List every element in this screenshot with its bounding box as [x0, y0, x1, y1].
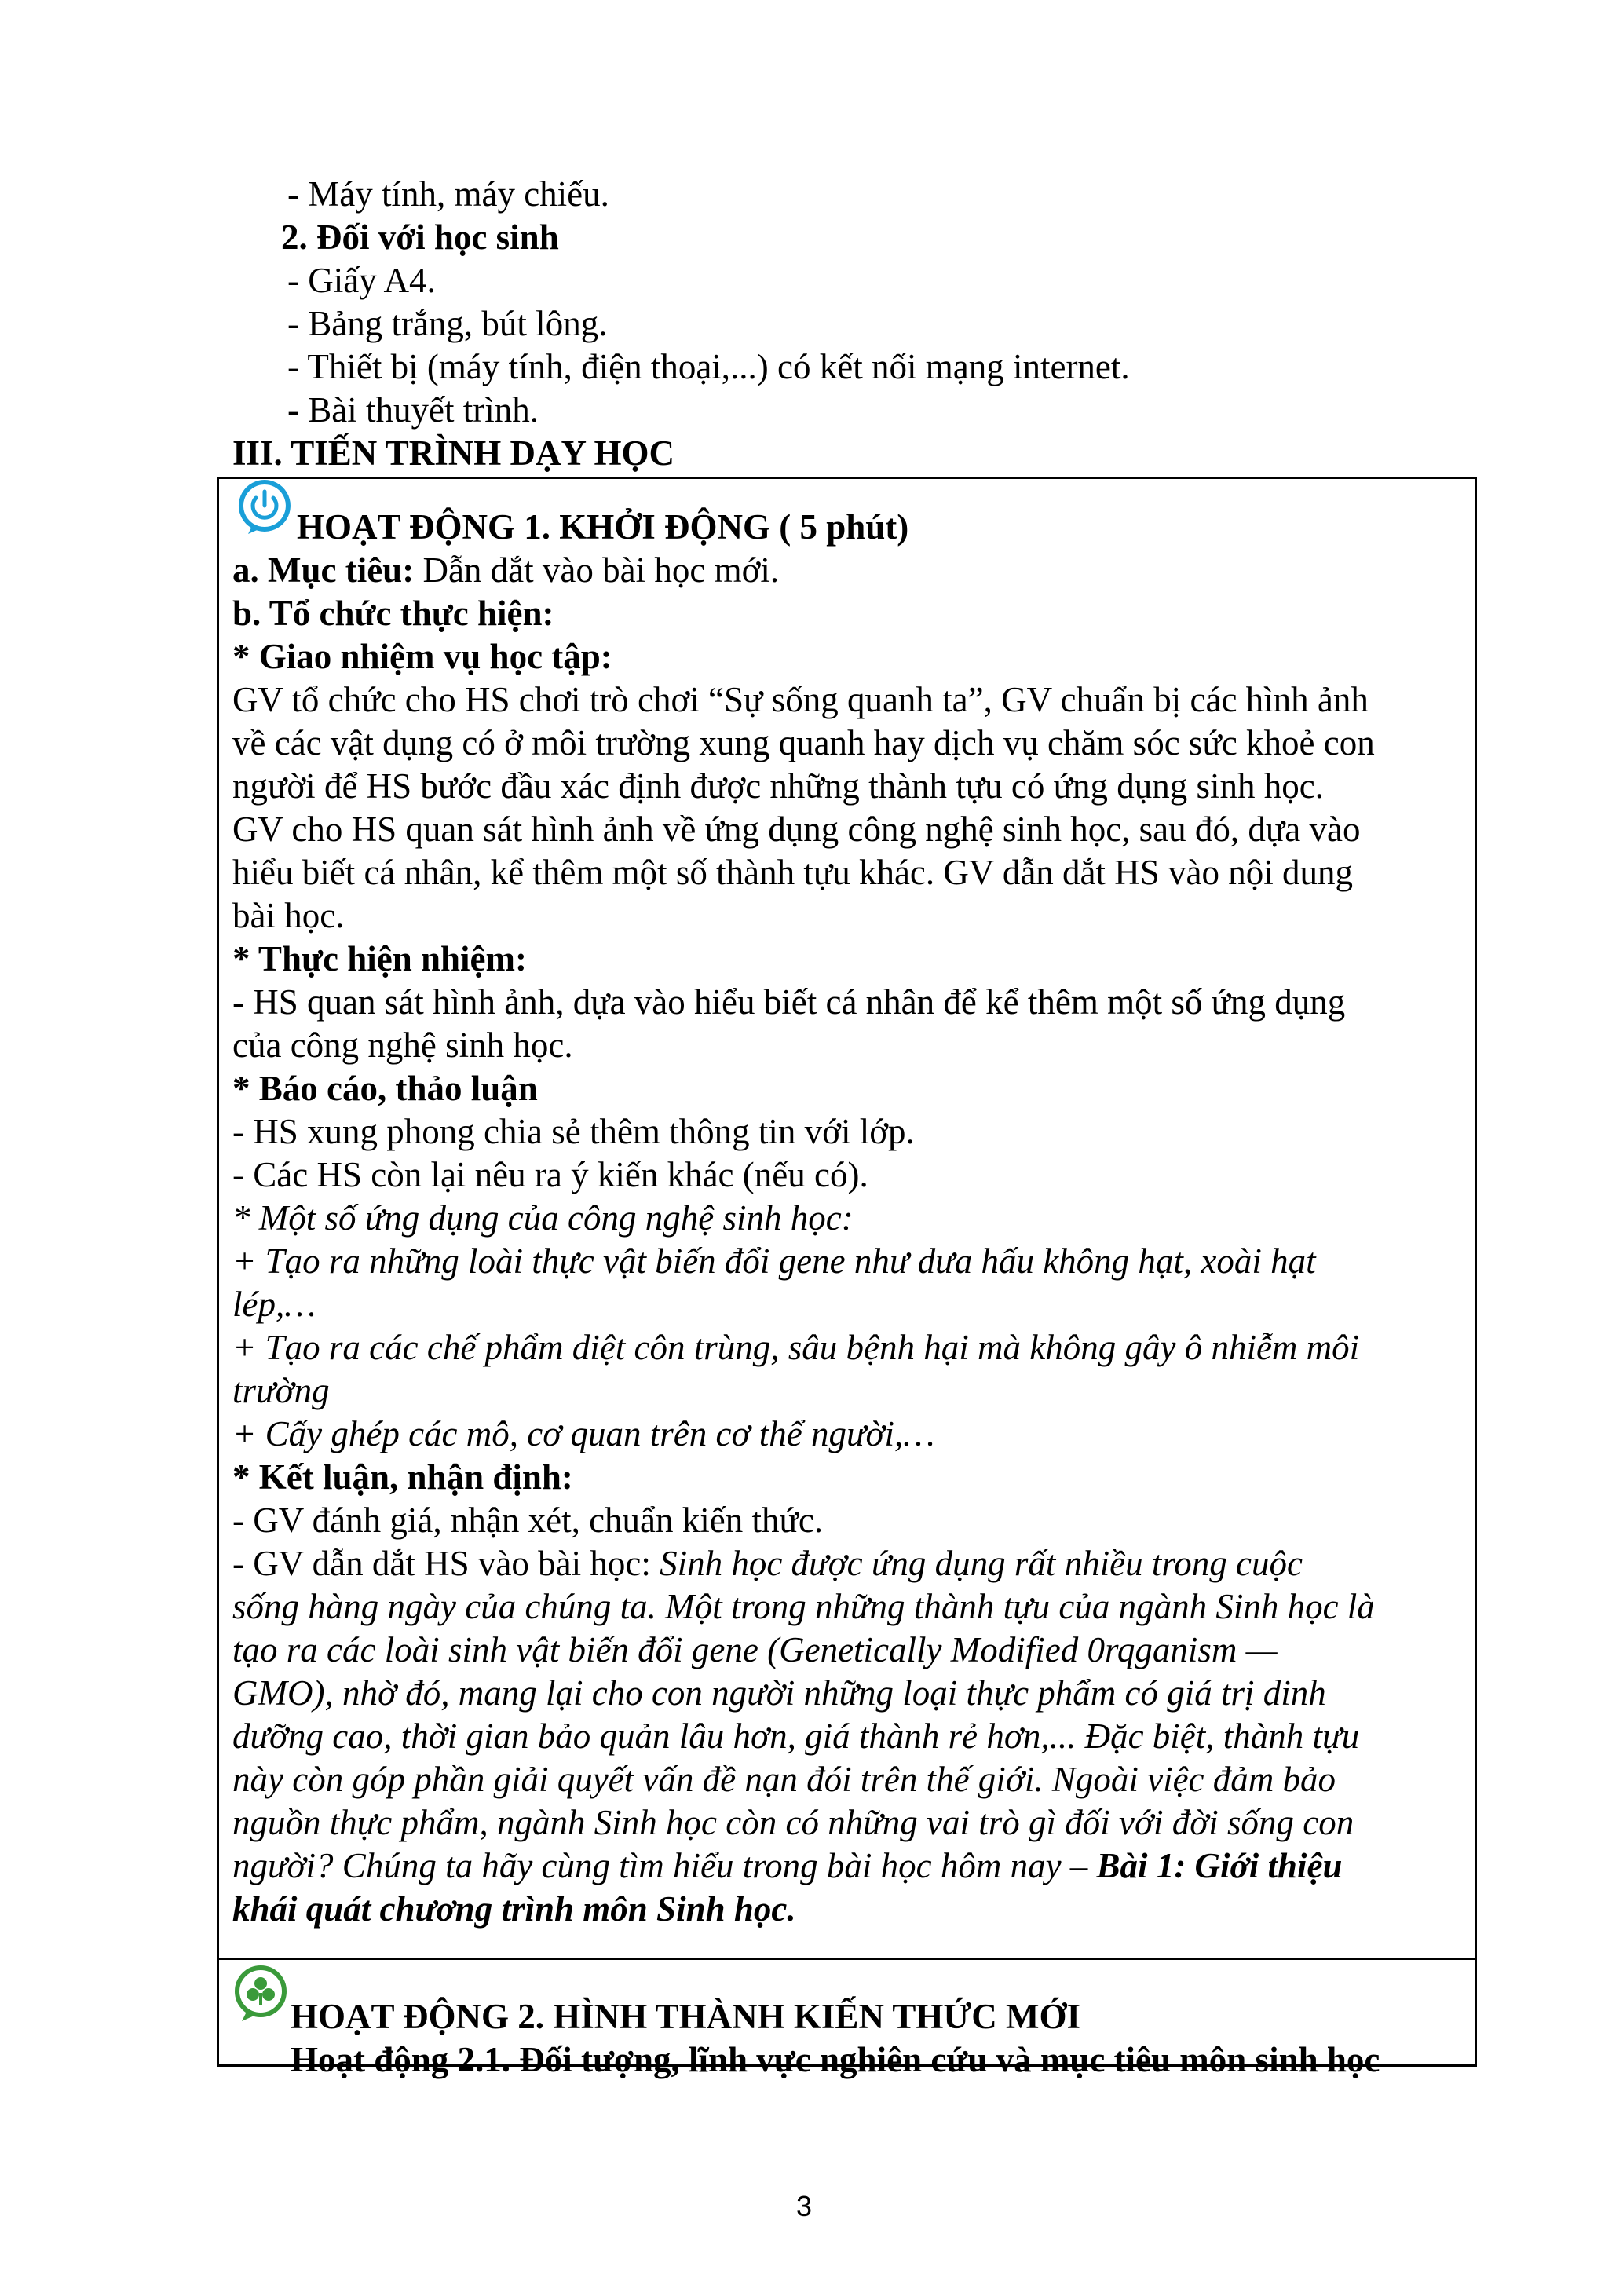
do-line: của công nghệ sinh học.	[232, 1026, 573, 1065]
task-line: GV tổ chức cho HS chơi trò chơi “Sự sống quanh ta”, GV chuẩn bị các hình ảnh	[232, 680, 1369, 719]
task-line: về các vật dụng có ở môi trường xung quanh hay dịch vụ chăm sóc sức khoẻ con	[232, 723, 1375, 762]
task-label: * Giao nhiệm vụ học tập:	[232, 637, 612, 676]
apps-line: * Một số ứng dụng của công nghệ sinh học:	[232, 1198, 854, 1238]
report-line: - HS xung phong chia sẻ thêm thông tin với lớp.	[232, 1112, 915, 1151]
intro-line: sống hàng ngày của chúng ta. Một trong những thành tựu của ngành Sinh học là	[232, 1587, 1375, 1626]
conclusion-line: - GV đánh giá, nhận xét, chuẩn kiến thức.	[232, 1501, 824, 1540]
lesson-title-part: Bài 1: Giới thiệu	[1096, 1846, 1343, 1885]
intro-last-plain: người? Chúng ta hãy cùng tìm hiểu trong bài học hôm nay –	[232, 1846, 1097, 1885]
apps-line: + Tạo ra các chế phẩm diệt côn trùng, sâu bệnh hại mà không gây ô nhiễm môi	[232, 1328, 1360, 1367]
student-item: - Giấy A4.	[287, 261, 436, 300]
activity1-title: HOẠT ĐỘNG 1. KHỞI ĐỘNG ( 5 phút)	[297, 507, 909, 547]
intro-line	[232, 1844, 1342, 1888]
page-number: 3	[796, 2190, 813, 2222]
intro-line: này còn góp phần giải quyết vấn đề nạn đói trên thế giới. Ngoài việc đảm bảo	[232, 1760, 1336, 1799]
intro-line	[232, 1541, 1303, 1585]
table-divider	[217, 1958, 1477, 1960]
apps-line: + Cấy ghép các mô, cơ quan trên cơ thể người,…	[232, 1414, 935, 1453]
goal-text: Dẫn dắt vào bài học mới.	[414, 550, 780, 590]
teacher-item: - Máy tính, máy chiếu.	[287, 174, 609, 214]
report-line: - Các HS còn lại nêu ra ý kiến khác (nếu có).	[232, 1155, 868, 1194]
goal-line	[232, 548, 779, 592]
intro-line: nguồn thực phẩm, ngành Sinh học còn có những vai trò gì đối với đời sống con	[232, 1803, 1354, 1842]
report-label: * Báo cáo, thảo luận	[232, 1069, 538, 1108]
org-label: b. Tổ chức thực hiện:	[232, 594, 554, 633]
power-icon	[237, 479, 292, 536]
student-item: - Bài thuyết trình.	[287, 390, 539, 430]
intro-line: GMO), nhờ đó, mang lại cho con người những loại thực phẩm có giá trị dinh	[232, 1673, 1326, 1713]
goal-label: a. Mục tiêu:	[232, 550, 415, 590]
do-line: - HS quan sát hình ảnh, dựa vào hiểu biết cá nhân để kể thêm một số ứng dụng	[232, 982, 1346, 1022]
task-line: GV cho HS quan sát hình ảnh về ứng dụng công nghệ sinh học, sau đó, dựa vào	[232, 810, 1361, 849]
intro-line: dưỡng cao, thời gian bảo quản lâu hơn, giá thành rẻ hơn,... Đặc biệt, thành tựu	[232, 1717, 1360, 1756]
lesson-title-end: khái quát chương trình môn Sinh học.	[232, 1889, 796, 1929]
do-label: * Thực hiện nhiệm:	[232, 939, 527, 978]
apps-line: lép,…	[232, 1285, 316, 1324]
conclusion-label: * Kết luận, nhận định:	[232, 1457, 573, 1497]
clover-icon	[232, 1965, 289, 2023]
student-item: - Bảng trắng, bút lông.	[287, 304, 608, 343]
apps-line: trường	[232, 1371, 330, 1410]
activity2-subtitle: Hoạt động 2.1. Đối tượng, lĩnh vực nghiên cứu và mục tiêu môn sinh học	[291, 2040, 1380, 2079]
apps-line: + Tạo ra những loài thực vật biến đổi gene như dưa hấu không hạt, xoài hạt	[232, 1241, 1316, 1281]
intro-first: Sinh học được ứng dụng rất nhiều trong cuộc	[660, 1544, 1303, 1583]
task-line: hiểu biết cá nhân, kể thêm một số thành tựu khác. GV dẫn dắt HS vào nội dung	[232, 853, 1354, 892]
activity2-title: HOẠT ĐỘNG 2. HÌNH THÀNH KIẾN THỨC MỚI	[291, 1997, 1080, 2036]
intro-prefix: - GV dẫn dắt HS vào bài học:	[232, 1544, 660, 1583]
student-item: - Thiết bị (máy tính, điện thoại,...) có kết nối mạng internet.	[287, 347, 1130, 386]
intro-line: tạo ra các loài sinh vật biến đổi gene (Genetically Modified 0rqganism —	[232, 1630, 1278, 1669]
students-heading: 2. Đối với học sinh	[281, 218, 559, 257]
section-title: III. TIẾN TRÌNH DẠY HỌC	[232, 433, 675, 473]
task-line: người để HS bước đầu xác định được những thành tựu có ứng dụng sinh học.	[232, 766, 1325, 806]
task-line: bài học.	[232, 896, 345, 935]
